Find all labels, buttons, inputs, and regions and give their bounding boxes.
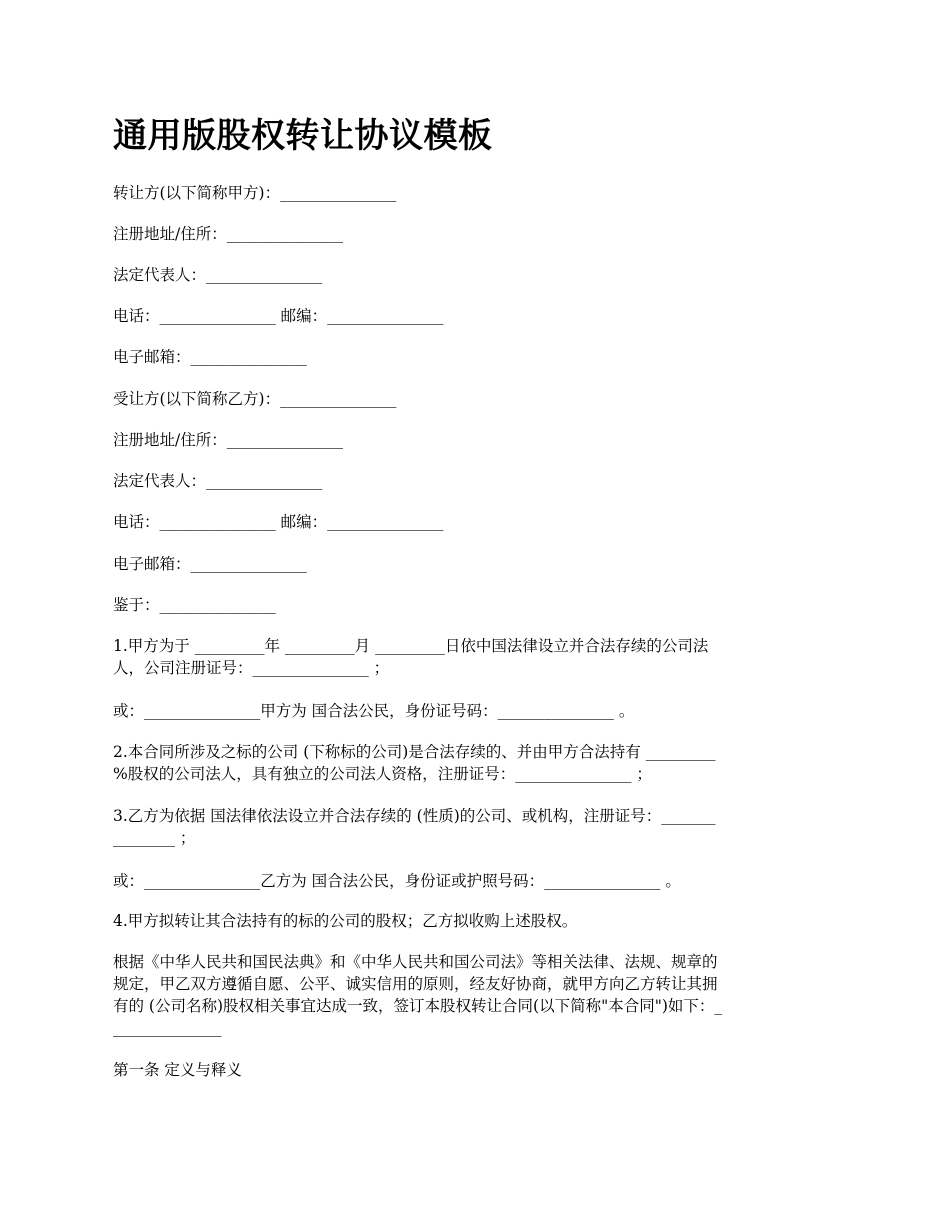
- document-title: 通用版股权转让协议模板: [113, 116, 493, 156]
- transferee-line: 受让方(以下简称乙方)：_______________: [113, 390, 397, 408]
- transferor-address-line: 注册地址/住所：_______________: [113, 225, 343, 243]
- whereas-line: 鉴于：_______________: [113, 596, 276, 614]
- clause-2-line: 2.本合同所涉及之标的公司 (下称标的公司)是合法存续的、并由甲方合法持有 _________: [113, 743, 716, 761]
- clause-3-line: 3.乙方为依据 国法律依法设立并合法存续的 (性质)的公司、或机构，注册证号：_______: [113, 807, 716, 825]
- transferee-phone-postcode-line: 电话：_______________ 邮编：_______________: [113, 513, 444, 531]
- clause-1-line: 人，公司注册证号：_______________ ；: [113, 659, 390, 677]
- clause-3-line: ________ ；: [113, 829, 196, 847]
- transferee-address-line: 注册地址/住所：_______________: [113, 431, 343, 449]
- legal-basis-line: ______________: [113, 1019, 222, 1037]
- legal-basis-line: 规定，甲乙双方遵循自愿、公平、诚实信用的原则，经友好协商，就甲方向乙方转让其拥: [113, 975, 718, 993]
- clause-1-line: 1.甲方为于 _________年 _________月 _________日依中国法律设立并合法存续的公司法: [113, 637, 709, 655]
- clause-4: 4.甲方拟转让其合法持有的标的公司的股权；乙方拟收购上述股权。: [113, 912, 578, 930]
- transferor-line: 转让方(以下简称甲方)：_______________: [113, 184, 397, 202]
- legal-basis-line: 有的 (公司名称)股权相关事宜达成一致，签订本股权转让合同(以下简称"本合同")如下：_: [113, 997, 723, 1015]
- transferee-representative-line: 法定代表人：_______________: [113, 472, 323, 490]
- transferee-email-line: 电子邮箱：_______________: [113, 555, 307, 573]
- clause-3-alternative: 或：_______________乙方为 国合法公民，身份证或护照号码：_______________ 。: [113, 872, 681, 890]
- legal-basis-paragraph: [113, 951, 840, 1039]
- clause-2-line: %股权的公司法人，具有独立的公司法人资格，注册证号：_______________ ；: [113, 765, 652, 783]
- transferor-representative-line: 法定代表人：_______________: [113, 266, 323, 284]
- article-1-heading: 第一条 定义与释义: [113, 1061, 242, 1079]
- clause-1: [113, 635, 840, 679]
- clause-1-alternative: 或：_______________甲方为 国合法公民，身份证号码：_______________ 。: [113, 702, 635, 720]
- clause-3: [113, 805, 840, 849]
- clause-2: [113, 741, 840, 785]
- transferor-phone-postcode-line: 电话：_______________ 邮编：_______________: [113, 307, 444, 325]
- transferor-email-line: 电子邮箱：_______________: [113, 348, 307, 366]
- legal-basis-line: 根据《中华人民共和国民法典》和《中华人民共和国公司法》等相关法律、法规、规章的: [113, 953, 718, 971]
